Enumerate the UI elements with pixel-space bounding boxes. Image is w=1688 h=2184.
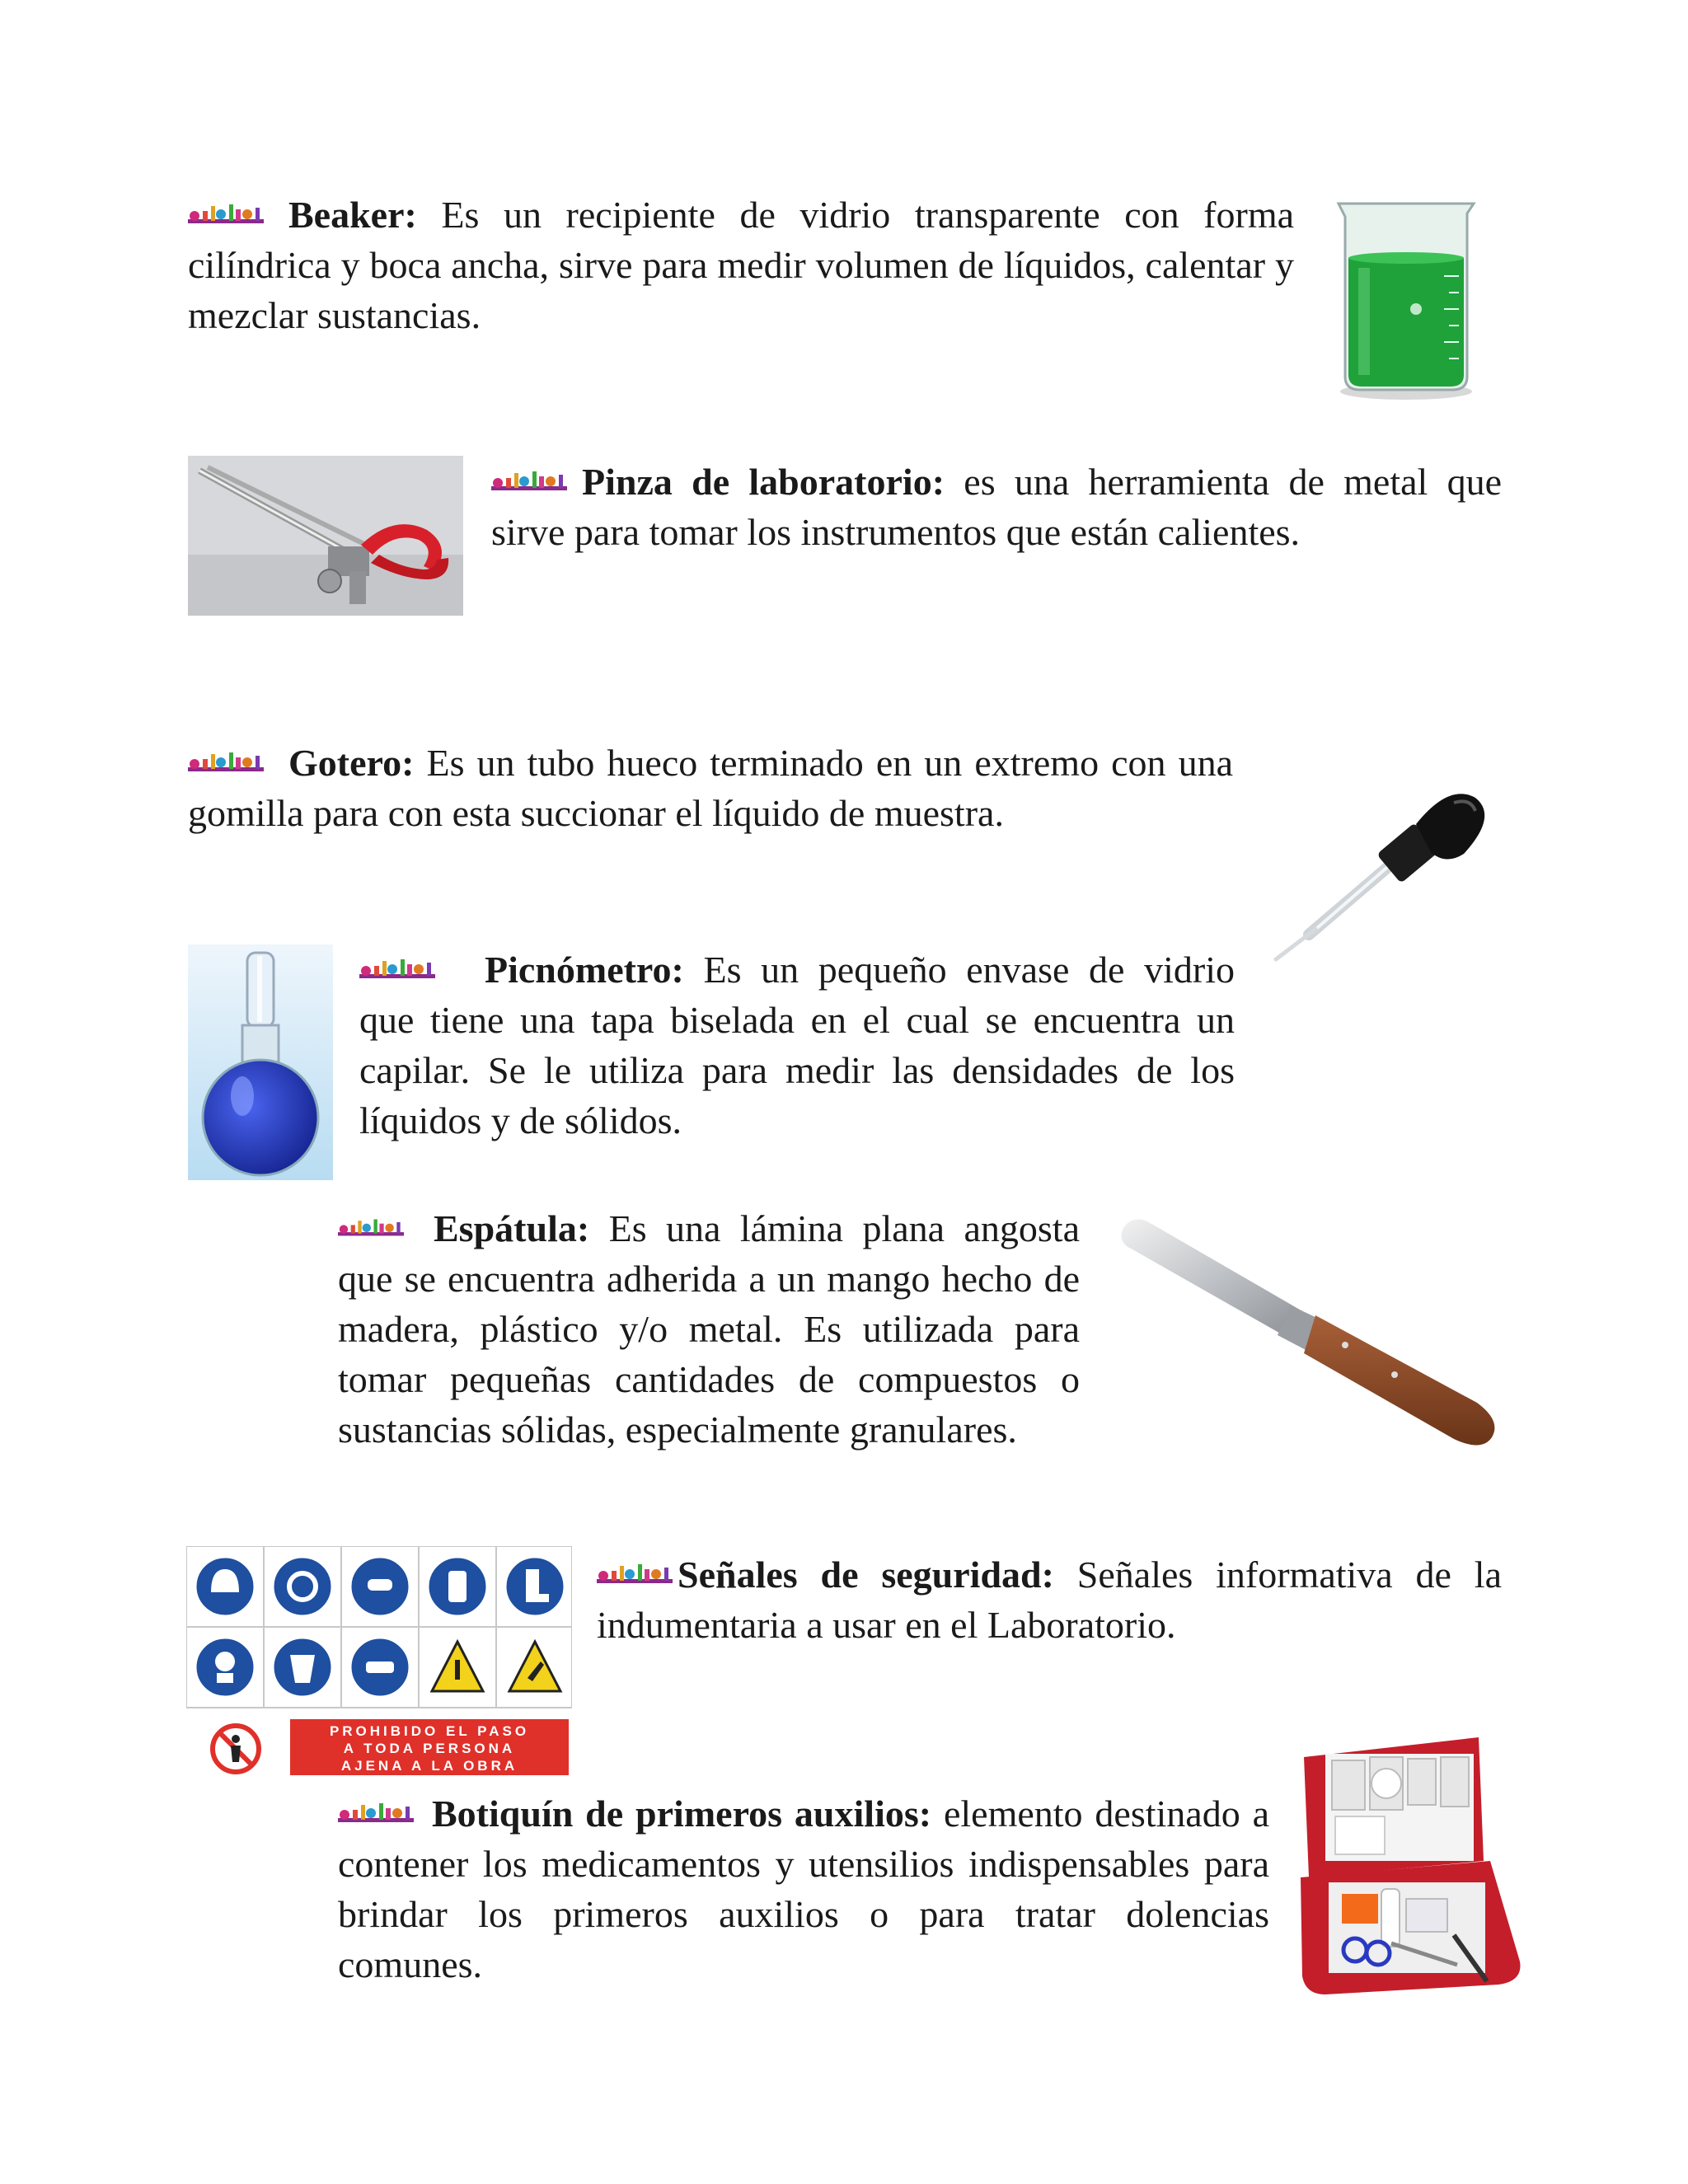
beaker-term: Beaker:: [288, 194, 417, 236]
pycnometer-icon: [188, 944, 333, 1180]
spatula-icon: [1114, 1213, 1502, 1452]
clamp-term: Pinza de laboratorio:: [582, 461, 945, 503]
lab-bullet-icon: [597, 1561, 673, 1586]
first-aid-term: Botiquín de primeros auxilios:: [432, 1793, 932, 1835]
lab-bullet-icon: [188, 201, 264, 226]
spatula-text: [338, 1203, 1080, 1455]
first-aid-desc: elemento destinado a contener los medicamentos y utensilios indispensables para brindar los primeros auxilios o para tratar dolencias comunes.: [338, 1793, 1269, 1985]
dropper-text: [188, 738, 1233, 838]
first-aid-text: [338, 1788, 1269, 1990]
lab-bullet-icon: [491, 468, 567, 493]
sign-line-2: A TODA PERSONA: [343, 1741, 516, 1756]
sign-line-3: AJENA A LA OBRA: [340, 1758, 518, 1774]
sign-line-1: PROHIBIDO EL PASO: [329, 1723, 530, 1739]
green-beaker-icon: [1329, 194, 1484, 401]
clamp-text: [491, 457, 1502, 557]
spatula-term: Espátula:: [434, 1207, 590, 1249]
dropper-desc: Es un tubo hueco terminado en un extremo con una gomilla para con esta succionar el líquido de muestra.: [188, 742, 1234, 834]
lab-bullet-icon: [338, 1800, 414, 1825]
first-aid-kit-icon: [1292, 1737, 1523, 1998]
pycnometer-desc: Es un pequeño envase de vidrio que tiene una tapa biselada en el cual se encuentra un capilar. Se le utiliza para medir las densidades de los líquidos y de sólidos.: [359, 949, 1235, 1141]
dropper-icon: [1259, 783, 1507, 963]
lab-bullet-icon: [188, 749, 264, 774]
pycnometer-text: [359, 944, 1235, 1146]
spatula-desc: Es una lámina plana angosta que se encuentra adherida a un mango hecho de madera, plástico y/o metal. Es utilizada para tomar pequeñas cantidades de compuestos o sustancias sólidas, especialmente granulares.: [338, 1207, 1080, 1451]
dropper-term: Gotero:: [288, 742, 415, 784]
beaker-text: [188, 190, 1294, 340]
clamp-desc: es una herramienta de metal que sirve para tomar los instrumentos que están calientes.: [491, 461, 1503, 553]
safety-text: [597, 1549, 1502, 1650]
lab-bullet-icon: [338, 1216, 404, 1239]
lab-clamp-icon: [188, 456, 463, 616]
safety-term: Señales de seguridad:: [678, 1554, 1054, 1596]
lab-bullet-icon: [359, 956, 435, 981]
safety-desc: Señales informativa de la indumentaria a usar en el Laboratorio.: [597, 1554, 1503, 1646]
safety-signs-icon: [186, 1546, 572, 1777]
beaker-desc: Es un recipiente de vidrio transparente con forma cilíndrica y boca ancha, sirve para medir volumen de líquidos, calentar y mezclar sustancias.: [188, 194, 1295, 336]
pycnometer-term: Picnómetro:: [485, 949, 684, 991]
